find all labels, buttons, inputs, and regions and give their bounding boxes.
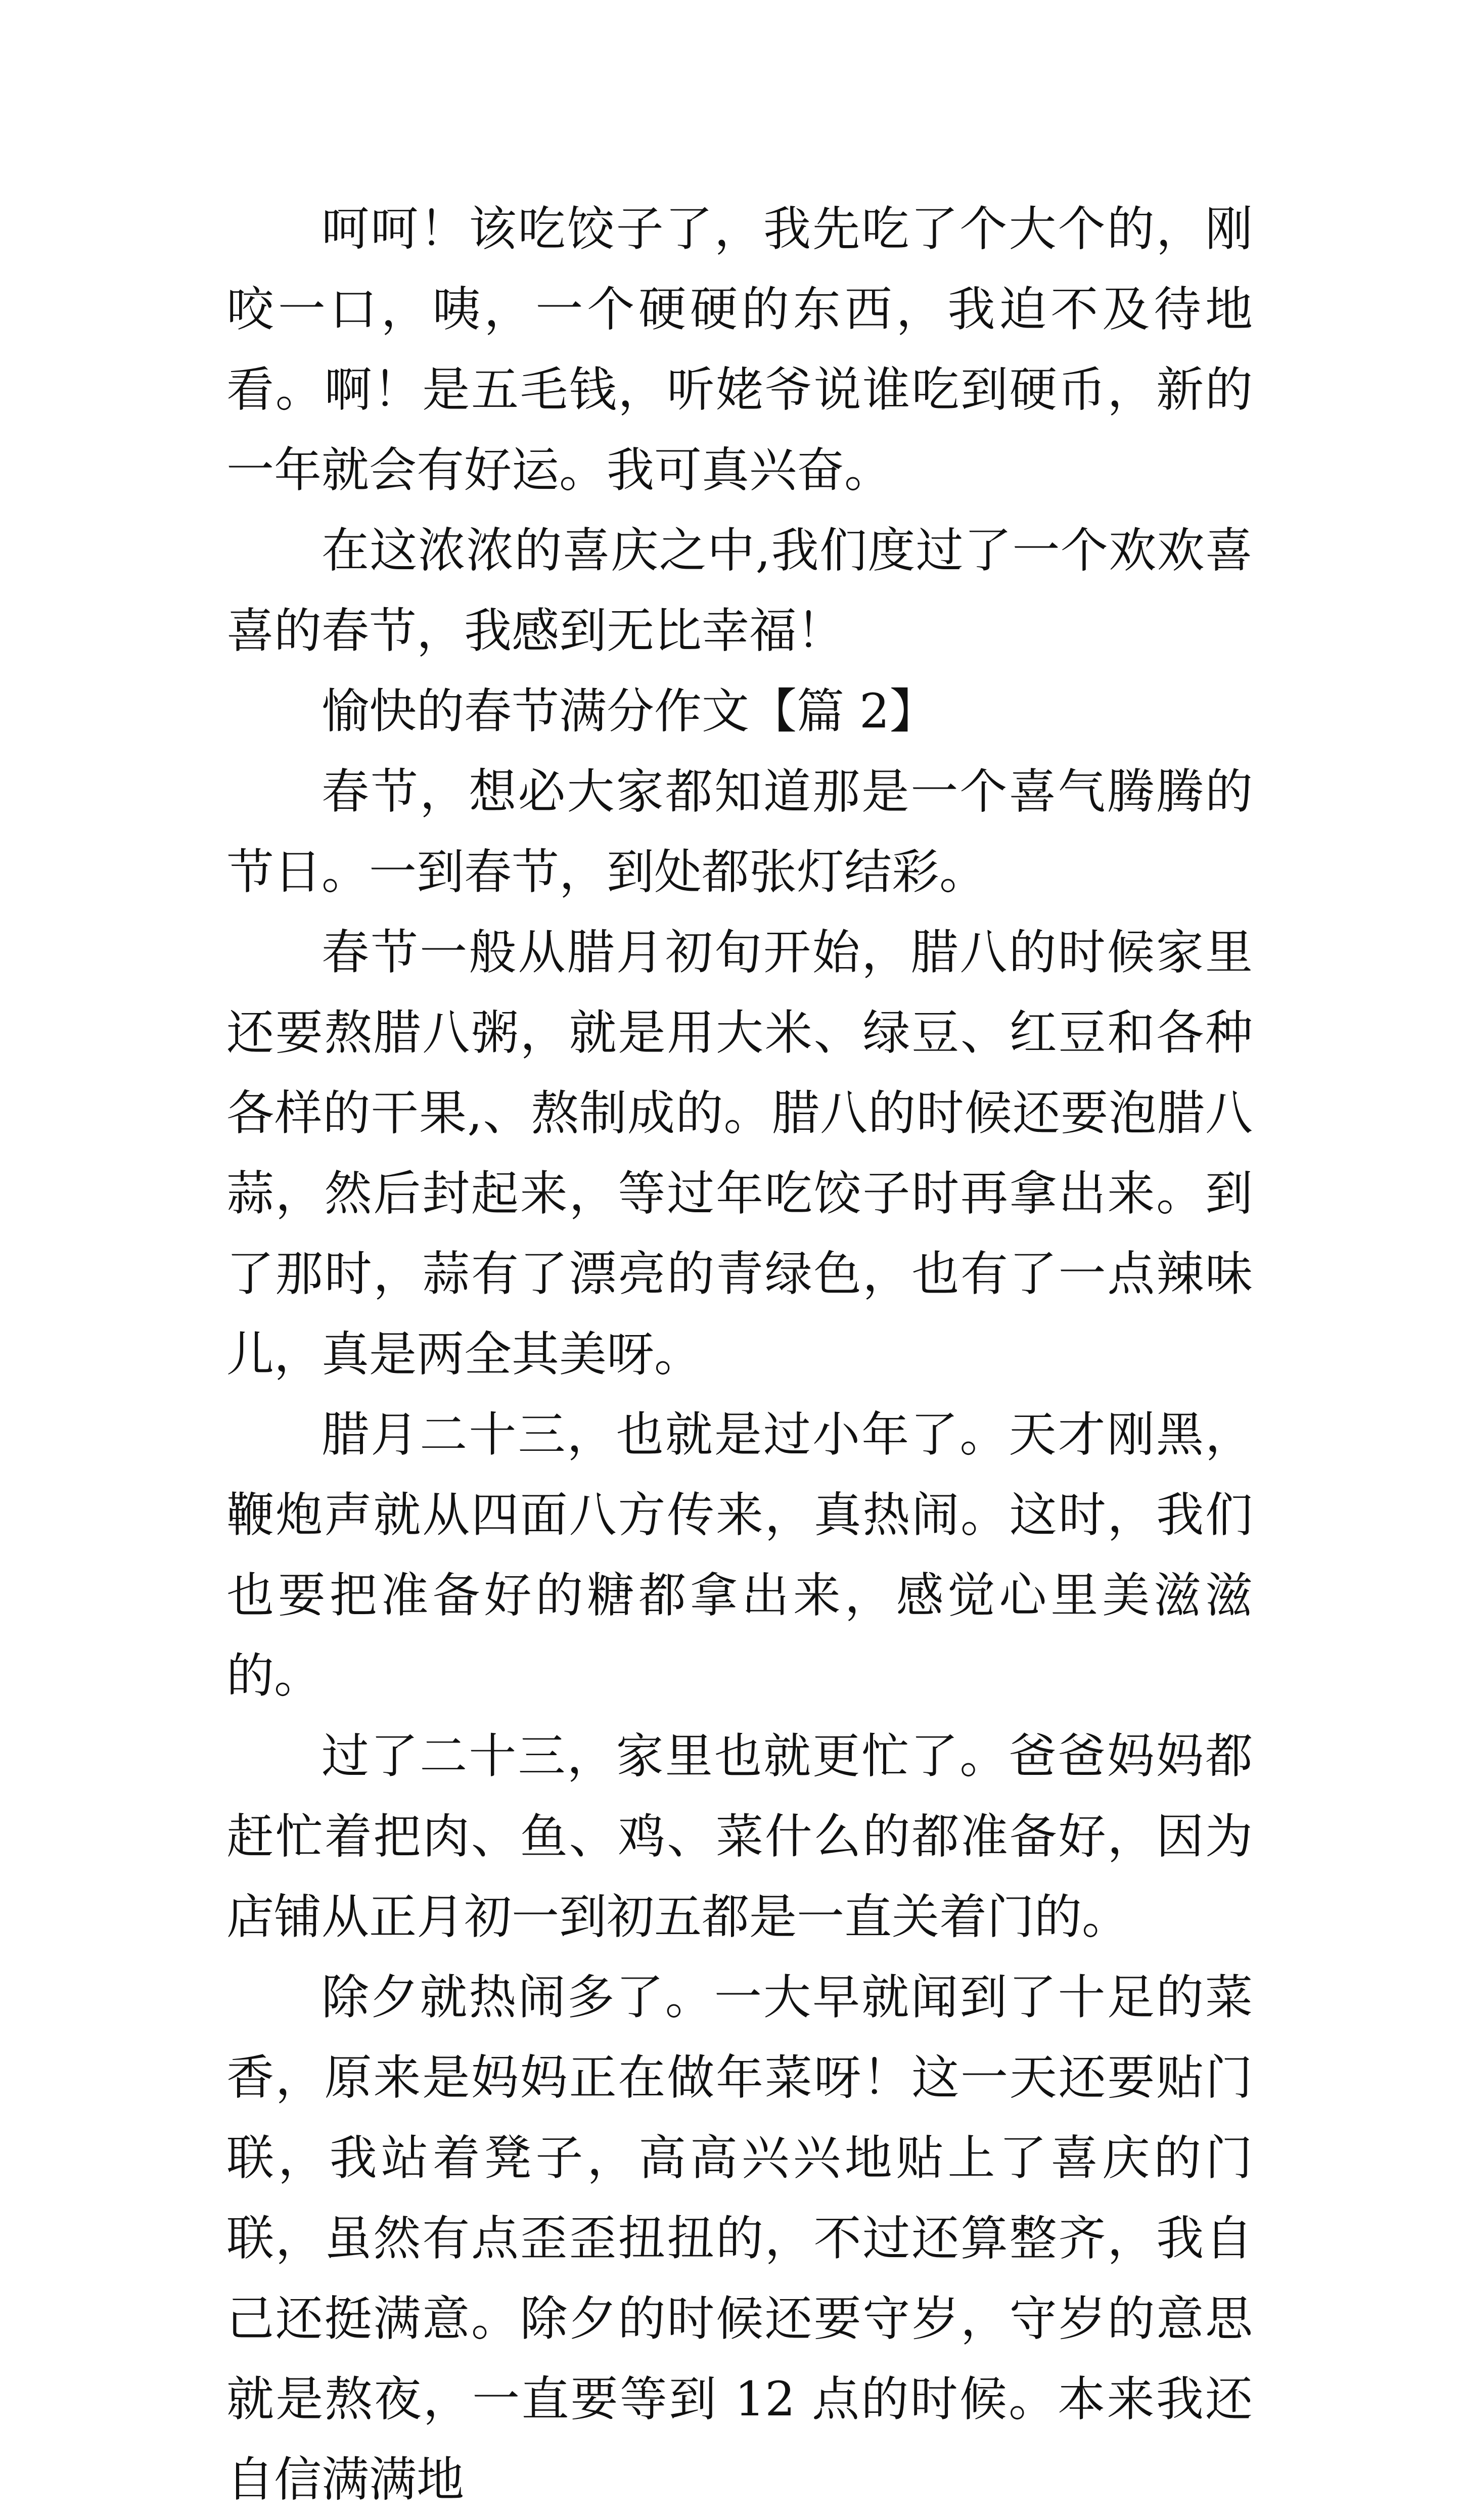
paragraph-intro: 春节，想必大家都知道那是一个喜气腾腾的节日。一到春节，到处都张灯结彩。 [226,764,1253,900]
paragraph-chuxi: 除夕就热闹多了。一大早就闻到了十足的菜香，原来是妈妈正在做年菜呀！这一天还要贴门联，我站着凳子，高高兴兴地贴上了喜庆的门联，虽然有点歪歪扭扭的，不过还算整齐，我自己还挺满意。除夕的时候还要守岁，守岁的意思就是熬夜，一直要等到 12 点的时候。本来我还自信满满地 [226,1970,1253,2507]
section-heading: 愉快的春节满分作文【篇 2】 [322,684,937,739]
paragraph-preparation: 过了二十三，家里也就更忙了。爸爸妈妈都赶忙着把肉、鱼、鸡、菜什么的都准备好，因为店铺从正月初一到初五都是一直关着门的。 [226,1729,1253,1945]
paragraph-xiaonian: 腊月二十三，也就是过小年了。天才刚黑，鞭炮声就从四面八方传来，真热闹。这时，我们也要把准备好的糖都拿出来，感觉心里美滋滋的。 [226,1407,1253,1704]
paragraph-laba: 春节一般从腊月初旬开始，腊八的时候家里还要熬腊八粥，就是用大米、绿豆、红豆和各种各样的干果,、熬制成的。腊八的时候还要泡腊八蒜，然后封起来，等过年吃饺子时再拿出来。到了那时，蒜有了漂亮的青绿色，也有了一点辣味儿，真是两全其美呀。 [226,925,1253,1382]
document-page [226,189,1253,2520]
paragraph-dumplings: 呵呵！该吃饺子了，我先吃了个大个的，刚咬一口，咦，一个硬硬的东西，我迫不及待地看。啊！是五毛钱，听姥爷说谁吃到硬币，新的一年就会有好运。我可真兴奋。 [226,202,1253,498]
paragraph-happiness: 在这浓浓的喜庆之中,我们度过了一个欢欢喜喜的春节，我感到无比幸福！ [226,523,1253,659]
